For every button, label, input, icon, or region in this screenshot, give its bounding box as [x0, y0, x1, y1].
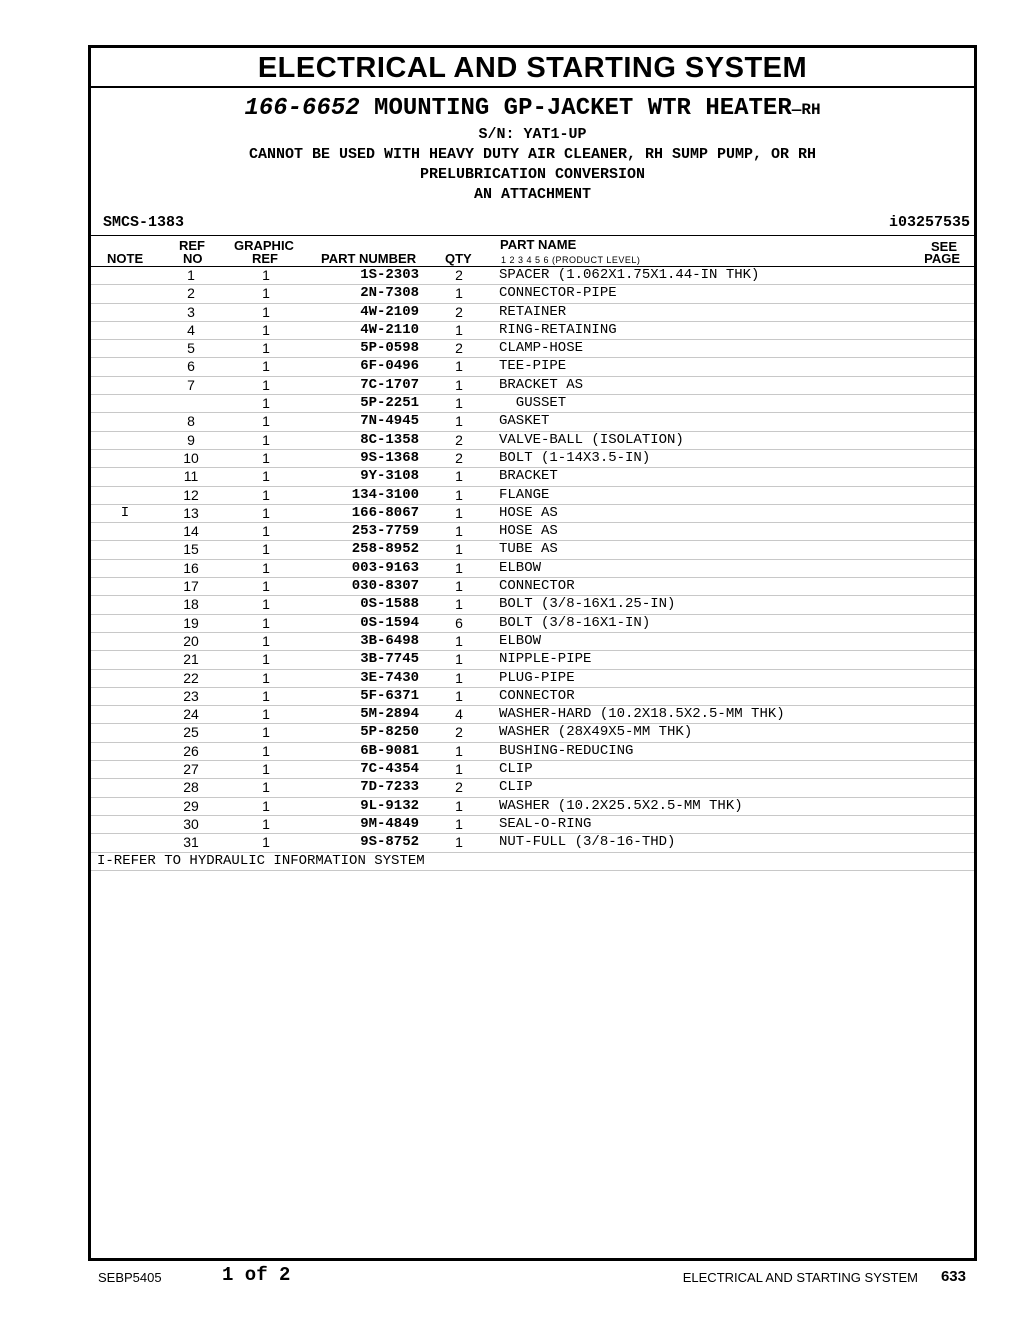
graphic-ref-cell: 1: [262, 523, 270, 540]
part-number-cell: 166-8067: [351, 504, 419, 521]
qty-cell: 1: [455, 797, 463, 814]
part-name-cell: CLAMP-HOSE: [499, 340, 584, 357]
part-number-cell: 8C-1358: [360, 431, 419, 448]
smcs-code: SMCS-1383: [103, 214, 185, 231]
parts-table-body: [91, 267, 974, 853]
smcs-row: [91, 211, 974, 236]
table-row: [91, 596, 974, 614]
group-note-line-1: CANNOT BE USED WITH HEAVY DUTY AIR CLEANER, RH SUMP PUMP, OR RH: [248, 146, 817, 163]
table-row: [91, 450, 974, 468]
part-number-cell: 9S-8752: [360, 834, 419, 851]
table-row: [91, 395, 974, 413]
ref-no-cell: 10: [183, 449, 199, 466]
qty-cell: 1: [455, 834, 463, 851]
table-row: [91, 633, 974, 651]
graphic-ref-cell: 1: [262, 724, 270, 741]
ref-no-cell: 23: [183, 687, 199, 704]
qty-cell: 1: [455, 468, 463, 485]
ref-no-cell: 17: [183, 578, 199, 595]
qty-cell: 2: [455, 340, 463, 357]
part-number-cell: 7C-1707: [360, 376, 419, 393]
col-part-name: PART NAME: [500, 237, 577, 252]
part-number-cell: 5P-8250: [360, 724, 419, 741]
part-name-cell: GASKET: [499, 413, 550, 430]
part-name-cell: GUSSET: [499, 395, 567, 412]
doc-code: SEBP5405: [98, 1270, 162, 1285]
column-header: [91, 236, 974, 267]
group-part-number: 166-6652: [244, 95, 360, 122]
table-row: [91, 724, 974, 742]
part-number-cell: 3B-7745: [360, 651, 419, 668]
part-name-cell: ELBOW: [499, 632, 542, 649]
group-suffix: —RH: [791, 101, 821, 119]
ref-no-cell: 6: [187, 358, 195, 375]
table-row: [91, 377, 974, 395]
graphic-ref-cell: 1: [262, 541, 270, 558]
table-row: [91, 798, 974, 816]
ref-no-cell: 14: [183, 523, 199, 540]
ref-no-cell: 16: [183, 559, 199, 576]
part-name-cell: VALVE-BALL (ISOLATION): [499, 431, 684, 448]
qty-cell: 2: [455, 431, 463, 448]
graphic-ref-cell: 1: [262, 267, 270, 283]
ref-no-cell: 9: [187, 431, 195, 448]
ref-no-cell: 30: [183, 815, 199, 832]
qty-cell: 1: [455, 559, 463, 576]
qty-cell: 1: [455, 687, 463, 704]
qty-cell: 2: [455, 779, 463, 796]
qty-cell: 1: [455, 541, 463, 558]
part-name-cell: BOLT (1-14X3.5-IN): [499, 449, 651, 466]
col-graphic-bottom: REF: [252, 251, 278, 266]
table-row: [91, 468, 974, 486]
qty-cell: 1: [455, 486, 463, 503]
part-name-cell: PLUG-PIPE: [499, 669, 575, 686]
ref-no-cell: 5: [187, 340, 195, 357]
ref-no-cell: 11: [183, 468, 199, 485]
graphic-ref-cell: 1: [262, 449, 270, 466]
table-row: [91, 304, 974, 322]
section-title: ELECTRICAL AND STARTING SYSTEM: [91, 48, 974, 88]
qty-cell: 6: [455, 614, 463, 631]
part-name-cell: CONNECTOR-PIPE: [499, 285, 617, 302]
graphic-ref-cell: 1: [262, 815, 270, 832]
table-row: [91, 670, 974, 688]
group-title: [91, 94, 974, 125]
graphic-ref-cell: 1: [262, 504, 270, 521]
qty-cell: 1: [455, 321, 463, 338]
part-name-cell: ELBOW: [499, 559, 542, 576]
footnote: I-REFER TO HYDRAULIC INFORMATION SYSTEM: [91, 853, 974, 871]
col-see-top: SEE: [930, 239, 957, 254]
part-number-cell: 5F-6371: [360, 687, 419, 704]
col-ref-top: REF: [179, 238, 205, 253]
qty-cell: 1: [455, 285, 463, 302]
ref-no-cell: 29: [183, 797, 199, 814]
qty-cell: 1: [455, 761, 463, 778]
page-number: 633: [940, 1268, 966, 1285]
part-name-cell: SEAL-O-RING: [499, 815, 592, 832]
part-number-cell: 7D-7233: [360, 779, 419, 796]
ref-no-cell: 7: [187, 376, 195, 393]
part-number-cell: 5P-0598: [360, 340, 419, 357]
ref-no-cell: 13: [183, 504, 199, 521]
graphic-ref-cell: 1: [262, 779, 270, 796]
part-name-cell: CONNECTOR: [499, 578, 575, 595]
qty-cell: 1: [455, 632, 463, 649]
table-row: [91, 340, 974, 358]
part-number-cell: 9M-4849: [360, 815, 419, 832]
ref-no-cell: 24: [183, 706, 199, 723]
graphic-ref-cell: 1: [262, 431, 270, 448]
part-number-cell: 5M-2894: [360, 706, 419, 723]
qty-cell: 1: [455, 578, 463, 595]
part-number-cell: 030-8307: [351, 578, 419, 595]
page-footer: [0, 1262, 1020, 1292]
graphic-ref-cell: 1: [262, 303, 270, 320]
graphic-ref-cell: 1: [262, 321, 270, 338]
graphic-ref-cell: 1: [262, 651, 270, 668]
graphic-ref-cell: 1: [262, 358, 270, 375]
table-row: [91, 615, 974, 633]
graphic-ref-cell: 1: [262, 596, 270, 613]
table-row: [91, 505, 974, 523]
qty-cell: 1: [455, 358, 463, 375]
part-number-cell: 9S-1368: [360, 449, 419, 466]
part-number-cell: 3E-7430: [360, 669, 419, 686]
part-number-cell: 5P-2251: [360, 395, 419, 412]
table-row: [91, 413, 974, 431]
col-qty: QTY: [445, 251, 472, 266]
ref-no-cell: 28: [183, 779, 199, 796]
table-row: [91, 560, 974, 578]
ref-no-cell: 3: [187, 303, 195, 320]
ref-no-cell: 20: [183, 632, 199, 649]
ref-no-cell: 21: [183, 651, 199, 668]
qty-cell: 1: [455, 651, 463, 668]
page-of: 1 of 2: [222, 1264, 291, 1286]
graphic-ref-cell: 1: [262, 797, 270, 814]
table-row: [91, 523, 974, 541]
part-number-cell: 4W-2110: [360, 321, 419, 338]
graphic-ref-cell: 1: [262, 742, 270, 759]
qty-cell: 1: [455, 376, 463, 393]
part-name-cell: RING-RETAINING: [499, 321, 617, 338]
col-see-bottom: PAGE: [924, 251, 960, 266]
col-part-number: PART NUMBER: [321, 251, 417, 266]
part-name-cell: BRACKET: [499, 468, 558, 485]
part-name-cell: SPACER (1.062X1.75X1.44-IN THK): [499, 267, 760, 283]
graphic-ref-cell: 1: [262, 761, 270, 778]
ref-no-cell: 8: [187, 413, 195, 430]
part-number-cell: 2N-7308: [360, 285, 419, 302]
qty-cell: 1: [455, 504, 463, 521]
table-row: [91, 743, 974, 761]
part-number-cell: 4W-2109: [360, 303, 419, 320]
ref-no-cell: 22: [183, 669, 199, 686]
table-row: [91, 358, 974, 376]
part-name-cell: CLIP: [499, 779, 533, 796]
part-name-cell: FLANGE: [499, 486, 550, 503]
graphic-ref-cell: 1: [262, 285, 270, 302]
col-note: NOTE: [107, 251, 144, 266]
serial-range: S/N: YAT1-UP: [478, 126, 587, 143]
part-number-cell: 6F-0496: [360, 358, 419, 375]
part-name-cell: WASHER-HARD (10.2X18.5X2.5-MM THK): [499, 706, 785, 723]
table-row: [91, 432, 974, 450]
part-number-cell: 003-9163: [351, 559, 419, 576]
part-name-cell: TEE-PIPE: [499, 358, 567, 375]
part-number-cell: 1S-2303: [360, 267, 419, 283]
part-number-cell: 9L-9132: [360, 797, 419, 814]
table-row: [91, 651, 974, 669]
part-name-cell: BUSHING-REDUCING: [499, 742, 634, 759]
col-graphic-top: GRAPHIC: [234, 238, 294, 253]
ref-no-cell: 2: [187, 285, 195, 302]
graphic-ref-cell: 1: [262, 614, 270, 631]
ref-no-cell: 12: [183, 486, 199, 503]
ref-no-cell: 18: [183, 596, 199, 613]
part-number-cell: 3B-6498: [360, 632, 419, 649]
page-frame: [88, 45, 977, 1261]
part-number-cell: 7C-4354: [360, 761, 419, 778]
table-row: [91, 816, 974, 834]
part-number-cell: 258-8952: [351, 541, 419, 558]
qty-cell: 1: [455, 815, 463, 832]
table-row: [91, 761, 974, 779]
graphic-ref-cell: 1: [262, 632, 270, 649]
graphic-ref-cell: 1: [262, 559, 270, 576]
graphic-ref-cell: 1: [262, 340, 270, 357]
ref-no-cell: 1: [187, 267, 195, 283]
table-row: [91, 688, 974, 706]
part-number-cell: 253-7759: [351, 523, 419, 540]
part-name-cell: BOLT (3/8-16X1.25-IN): [499, 596, 676, 613]
illustration-id: i03257535: [888, 214, 970, 231]
table-row: [91, 322, 974, 340]
graphic-ref-cell: 1: [262, 413, 270, 430]
group-name: MOUNTING GP-JACKET WTR HEATER: [359, 95, 792, 122]
qty-cell: 1: [455, 523, 463, 540]
part-number-cell: 9Y-3108: [360, 468, 419, 485]
qty-cell: 1: [455, 395, 463, 412]
ref-no-cell: 31: [183, 834, 199, 851]
qty-cell: 2: [455, 267, 463, 283]
part-name-cell: CLIP: [499, 761, 533, 778]
table-row: [91, 285, 974, 303]
part-name-cell: HOSE AS: [499, 523, 558, 540]
table-row: [91, 706, 974, 724]
ref-no-cell: 26: [183, 742, 199, 759]
footer-section: ELECTRICAL AND STARTING SYSTEM: [682, 1270, 918, 1285]
ref-no-cell: 19: [183, 614, 199, 631]
graphic-ref-cell: 1: [262, 669, 270, 686]
col-product-levels: 1 2 3 4 5 6 (PRODUCT LEVEL): [501, 255, 641, 265]
part-number-cell: 7N-4945: [360, 413, 419, 430]
note-cell: I: [120, 504, 130, 521]
part-number-cell: 0S-1588: [360, 596, 419, 613]
group-note-line-2: PRELUBRICATION CONVERSION: [419, 166, 646, 183]
table-row: [91, 541, 974, 559]
graphic-ref-cell: 1: [262, 468, 270, 485]
graphic-ref-cell: 1: [262, 395, 270, 412]
table-row: [91, 267, 974, 285]
part-name-cell: BRACKET AS: [499, 376, 584, 393]
ref-no-cell: 27: [183, 761, 199, 778]
part-name-cell: CONNECTOR: [499, 687, 575, 704]
graphic-ref-cell: 1: [262, 834, 270, 851]
graphic-ref-cell: 1: [262, 706, 270, 723]
part-name-cell: HOSE AS: [499, 504, 558, 521]
part-number-cell: 6B-9081: [360, 742, 419, 759]
part-name-cell: NUT-FULL (3/8-16-THD): [499, 834, 676, 851]
qty-cell: 1: [455, 413, 463, 430]
table-row: [91, 779, 974, 797]
part-number-cell: 0S-1594: [360, 614, 419, 631]
table-row: [91, 487, 974, 505]
part-name-cell: WASHER (10.2X25.5X2.5-MM THK): [499, 797, 743, 814]
ref-no-cell: 4: [187, 321, 195, 338]
qty-cell: 1: [455, 596, 463, 613]
table-row: [91, 834, 974, 852]
qty-cell: 1: [455, 669, 463, 686]
qty-cell: 2: [455, 724, 463, 741]
part-name-cell: WASHER (28X49X5-MM THK): [499, 724, 693, 741]
graphic-ref-cell: 1: [262, 376, 270, 393]
col-ref-bottom: NO: [183, 251, 203, 266]
qty-cell: 1: [455, 742, 463, 759]
part-name-cell: NIPPLE-PIPE: [499, 651, 592, 668]
part-name-cell: BOLT (3/8-16X1-IN): [499, 614, 651, 631]
graphic-ref-cell: 1: [262, 486, 270, 503]
qty-cell: 2: [455, 449, 463, 466]
ref-no-cell: 25: [183, 724, 199, 741]
qty-cell: 2: [455, 303, 463, 320]
part-name-cell: RETAINER: [499, 303, 567, 320]
group-note-line-3: AN ATTACHMENT: [473, 186, 592, 203]
qty-cell: 4: [455, 706, 463, 723]
ref-no-cell: 15: [183, 541, 199, 558]
table-row: [91, 578, 974, 596]
part-number-cell: 134-3100: [351, 486, 419, 503]
part-name-cell: TUBE AS: [499, 541, 558, 558]
graphic-ref-cell: 1: [262, 578, 270, 595]
graphic-ref-cell: 1: [262, 687, 270, 704]
